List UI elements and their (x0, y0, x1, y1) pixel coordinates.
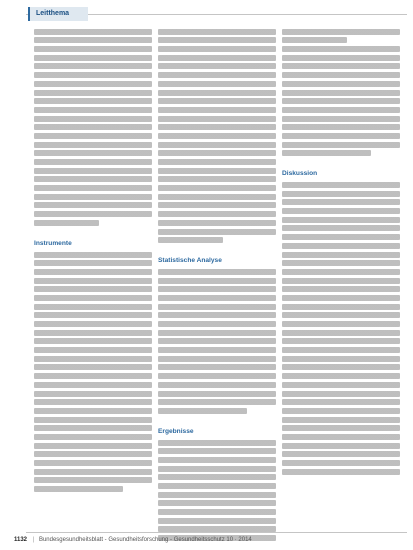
text-line (282, 37, 347, 43)
text-line (34, 37, 152, 43)
text-line (34, 347, 152, 353)
text-line (282, 182, 400, 188)
text-line (34, 55, 152, 61)
text-line (282, 391, 400, 397)
section-tag: Leitthema (28, 7, 88, 21)
text-line (34, 330, 152, 336)
text-line (34, 46, 152, 52)
text-line (282, 63, 400, 69)
text-line (34, 382, 152, 388)
text-line (34, 408, 152, 414)
text-line (282, 321, 400, 327)
text-line (282, 364, 400, 370)
text-line (282, 356, 400, 362)
text-line (282, 55, 400, 61)
text-line (158, 72, 276, 78)
text-line (158, 483, 276, 489)
text-line (158, 321, 276, 327)
text-line (282, 425, 400, 431)
text-line (34, 356, 152, 362)
text-line (282, 382, 400, 388)
text-line (34, 417, 152, 423)
text-line (34, 295, 152, 301)
text-line (34, 211, 152, 217)
text-line (282, 234, 400, 240)
text-line (282, 312, 400, 318)
text-line (158, 107, 276, 113)
text-line (158, 237, 223, 243)
text-line (282, 330, 400, 336)
text-line (282, 451, 400, 457)
text-line (34, 202, 152, 208)
text-line (34, 107, 152, 113)
text-line (158, 90, 276, 96)
text-line (158, 37, 276, 43)
subhead-instrumente: Instrumente (34, 239, 72, 247)
text-line (158, 116, 276, 122)
text-column-2 (158, 26, 276, 544)
text-line (158, 81, 276, 87)
text-line (282, 72, 400, 78)
text-line (34, 278, 152, 284)
text-line (158, 364, 276, 370)
footer-rule (26, 532, 407, 533)
text-line (34, 29, 152, 35)
text-line (158, 278, 276, 284)
text-line (282, 260, 400, 266)
text-line (158, 124, 276, 130)
text-line (34, 460, 152, 466)
text-line (282, 243, 400, 249)
text-line (34, 142, 152, 148)
text-line (34, 185, 152, 191)
text-line (158, 295, 276, 301)
text-line (158, 356, 276, 362)
text-line (158, 373, 276, 379)
text-line (34, 63, 152, 69)
text-line (34, 451, 152, 457)
text-line (158, 46, 276, 52)
text-line (158, 286, 276, 292)
text-line (282, 304, 400, 310)
text-line (282, 286, 400, 292)
text-line (158, 500, 276, 506)
journal-citation: Bundesgesundheitsblatt - Gesundheitsforschung - Gesundheitsschutz 10 · 2014 (38, 537, 252, 543)
text-line (158, 269, 276, 275)
text-line (158, 509, 276, 515)
text-line (158, 98, 276, 104)
text-line (34, 98, 152, 104)
page-number: 1132 (14, 537, 28, 543)
text-line (158, 448, 276, 454)
text-line (34, 168, 152, 174)
text-line (34, 159, 152, 165)
text-line (282, 116, 400, 122)
text-line (282, 225, 400, 231)
text-column-3 (282, 26, 400, 477)
text-line (158, 304, 276, 310)
text-line (282, 399, 400, 405)
subhead-ergebnisse: Ergebnisse (158, 427, 194, 435)
text-line (282, 90, 400, 96)
text-line (282, 46, 400, 52)
text-line (282, 278, 400, 284)
text-line (34, 269, 152, 275)
text-line (282, 417, 400, 423)
text-line (158, 202, 276, 208)
text-line (34, 304, 152, 310)
text-line (34, 469, 152, 475)
text-line (282, 469, 400, 475)
text-line (34, 373, 152, 379)
text-line (282, 217, 400, 223)
text-line (282, 133, 400, 139)
text-line (34, 133, 152, 139)
text-line (158, 142, 276, 148)
text-line (158, 168, 276, 174)
text-line (34, 220, 99, 226)
text-line (282, 124, 400, 130)
footer-separator: | (32, 537, 35, 543)
subhead-diskussion: Diskussion (282, 170, 318, 177)
text-line (158, 229, 276, 235)
text-line (158, 312, 276, 318)
text-line (34, 252, 152, 258)
text-line (158, 150, 276, 156)
text-line (34, 81, 152, 87)
text-line (282, 338, 400, 344)
text-line (282, 150, 371, 156)
text-line (158, 457, 276, 463)
text-line (158, 211, 276, 217)
text-line (158, 347, 276, 353)
text-line (158, 176, 276, 182)
text-line (158, 29, 276, 35)
text-line (158, 466, 276, 472)
text-line (282, 208, 400, 214)
text-line (282, 460, 400, 466)
text-line (158, 330, 276, 336)
text-line (282, 408, 400, 414)
text-line (158, 159, 276, 165)
text-line (282, 295, 400, 301)
text-line (34, 399, 152, 405)
text-line (158, 492, 276, 498)
text-line (34, 176, 152, 182)
text-line (34, 391, 152, 397)
text-line (282, 29, 400, 35)
text-line (282, 252, 400, 258)
text-line (158, 55, 276, 61)
text-line (158, 399, 276, 405)
text-line (282, 98, 400, 104)
text-line (34, 312, 152, 318)
text-line (158, 220, 276, 226)
text-line (158, 338, 276, 344)
text-line (158, 518, 276, 524)
text-line (34, 150, 152, 156)
text-line (34, 364, 152, 370)
text-line (34, 321, 152, 327)
text-line (158, 382, 276, 388)
text-line (34, 260, 152, 266)
text-line (282, 443, 400, 449)
subhead-statistische-analyse: Statistische Analyse (158, 256, 222, 264)
text-line (158, 133, 276, 139)
text-line (158, 194, 276, 200)
text-line (158, 185, 276, 191)
text-line (282, 81, 400, 87)
text-line (34, 338, 152, 344)
text-line (282, 373, 400, 379)
text-line (34, 90, 152, 96)
text-line (282, 199, 400, 205)
text-line (34, 477, 152, 483)
text-line (282, 434, 400, 440)
text-line (34, 116, 152, 122)
text-line (158, 391, 276, 397)
text-line (158, 408, 247, 414)
text-line (34, 124, 152, 130)
text-line (158, 474, 276, 480)
text-line (158, 63, 276, 69)
text-line (282, 142, 400, 148)
text-line (34, 425, 152, 431)
text-column-1 (34, 26, 152, 495)
text-line (34, 486, 123, 492)
text-line (282, 347, 400, 353)
page-footer (14, 536, 252, 544)
text-line (34, 286, 152, 292)
text-line (158, 440, 276, 446)
text-line (282, 191, 400, 197)
text-line (34, 72, 152, 78)
text-line (34, 443, 152, 449)
text-line (34, 194, 152, 200)
text-line (34, 434, 152, 440)
text-line (282, 107, 400, 113)
text-line (282, 269, 400, 275)
